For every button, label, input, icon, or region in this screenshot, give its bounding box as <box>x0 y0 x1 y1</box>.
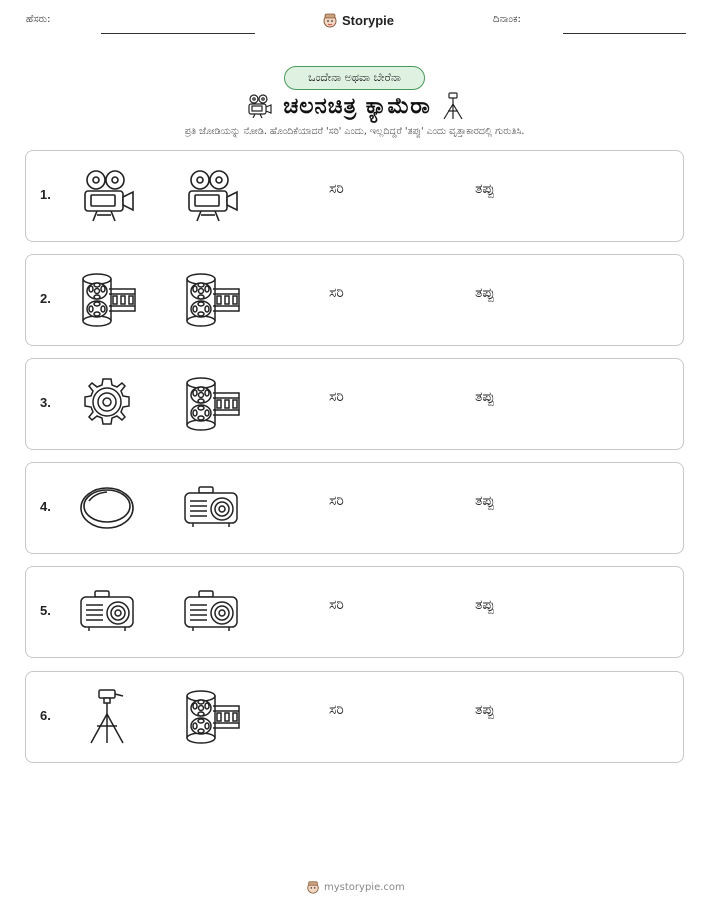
false-option[interactable]: ತಪ್ಪು <box>475 702 495 718</box>
page-title <box>210 90 500 122</box>
instructions: ಪ್ರತಿ ಜೋಡಿಯನ್ನು ನೋಡಿ. ಹೊಂದಿಕೆಯಾದರೆ 'ಸರಿ' ಎಂದು, ಇಲ್ಲದಿದ್ದರೆ 'ತಪ್ಪು' ಎಂದು ವೃತ್ತಾಕಾರದಲ್ಲಿ ಗುರುತಿಸಿ. <box>184 126 525 137</box>
storypie-mascot-icon <box>322 12 338 28</box>
question-row-2 <box>25 254 684 346</box>
movie-camera-icon <box>181 167 241 225</box>
title-text: ಚಲನಚಿತ್ರ ಕ್ಯಾಮೆರಾ <box>283 93 431 119</box>
true-option[interactable]: ಸರಿ <box>329 597 344 613</box>
question-row-6 <box>25 671 684 763</box>
false-option[interactable]: ತಪ್ಪು <box>475 597 495 613</box>
projector-icon <box>181 583 241 641</box>
tripod-icon <box>77 688 137 746</box>
date-line[interactable] <box>563 33 686 34</box>
true-option[interactable]: ಸರಿ <box>329 181 344 197</box>
film-reel-icon <box>181 688 241 746</box>
footer-site[interactable]: mystorypie.com <box>324 881 405 893</box>
name-label: ಹೆಸರು: <box>26 14 51 25</box>
question-number: 1. <box>40 187 51 202</box>
question-number: 3. <box>40 395 51 410</box>
worksheet-tag: ಒಂದೇನಾ ಅಥವಾ ಬೇರೆನಾ <box>284 66 425 90</box>
projector-icon <box>77 583 137 641</box>
true-option[interactable]: ಸರಿ <box>329 493 344 509</box>
film-reel-icon <box>181 375 241 433</box>
true-option[interactable]: ಸರಿ <box>329 389 344 405</box>
question-number: 4. <box>40 499 51 514</box>
question-row-1 <box>25 150 684 242</box>
question-number: 5. <box>40 603 51 618</box>
storypie-mascot-icon <box>306 880 320 894</box>
brand-logo <box>322 12 394 28</box>
false-option[interactable]: ತಪ್ಪು <box>475 389 495 405</box>
footer <box>306 880 405 894</box>
question-row-4 <box>25 462 684 554</box>
movie-camera-icon <box>245 92 273 120</box>
question-row-3 <box>25 358 684 450</box>
date-label: ದಿನಾಂಕ: <box>493 14 521 25</box>
false-option[interactable]: ತಪ್ಪು <box>475 181 495 197</box>
true-option[interactable]: ಸರಿ <box>329 285 344 301</box>
projector-icon <box>181 479 241 537</box>
gear-icon <box>77 375 137 433</box>
film-reel-icon <box>181 271 241 329</box>
film-reel-icon <box>77 271 137 329</box>
brand-name: Storypie <box>342 12 395 28</box>
name-line[interactable] <box>101 33 255 34</box>
question-row-5 <box>25 566 684 658</box>
question-number: 2. <box>40 291 51 306</box>
movie-camera-icon <box>77 167 137 225</box>
true-option[interactable]: ಸರಿ <box>329 702 344 718</box>
question-number: 6. <box>40 708 51 723</box>
false-option[interactable]: ತಪ್ಪು <box>475 285 495 301</box>
lens-filter-icon <box>77 479 137 537</box>
tripod-icon <box>441 91 465 121</box>
false-option[interactable]: ತಪ್ಪು <box>475 493 495 509</box>
